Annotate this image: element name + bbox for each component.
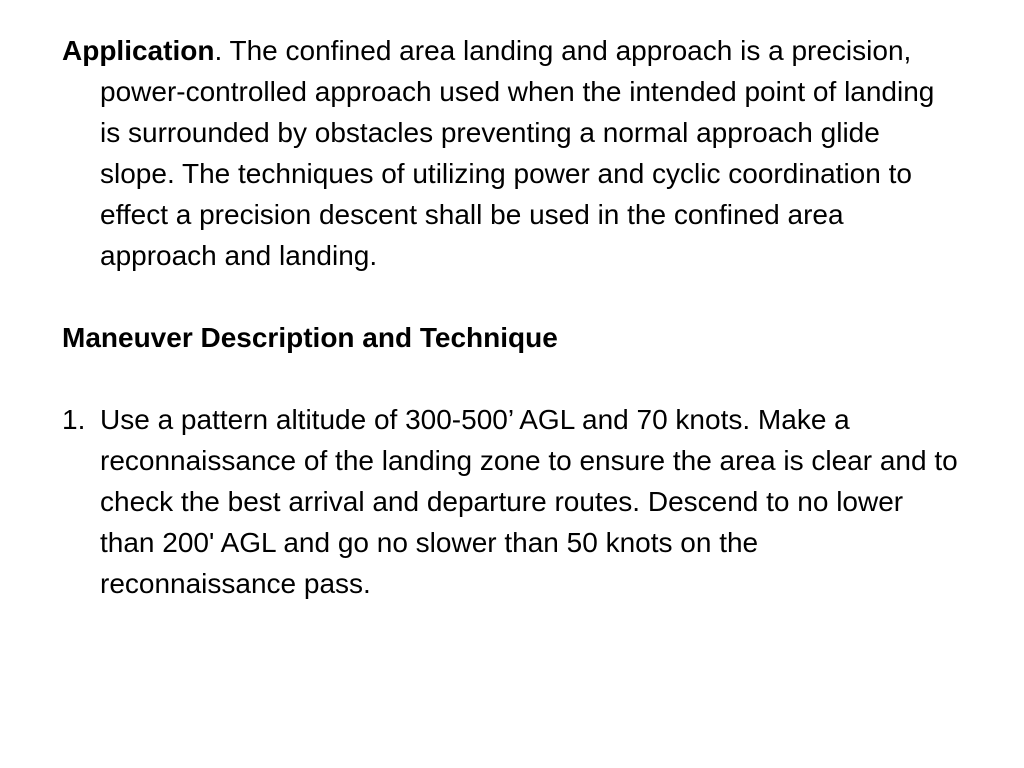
- step-item: [62, 399, 962, 604]
- section-heading: Maneuver Description and Technique: [62, 322, 558, 353]
- step-text: Use a pattern altitude of 300-500’ AGL and 70 knots. Make a reconnaissance of the landing zone to ensure the area is clear and to check the best arrival and departure routes. Descend to no lower than 200' AGL and go no slower than 50 knots on the reconnaissance pass.: [100, 404, 958, 599]
- application-text: . The confined area landing and approach is a precision, power-controlled approach used when the intended point of landing is surrounded by obstacles preventing a normal approach glide slope. The techniques of utilizing power and cyclic coordination to effect a precision descent shall be used in the confined area approach and landing.: [100, 35, 935, 271]
- spacer: [62, 276, 962, 317]
- application-paragraph: [62, 30, 962, 276]
- step-number: 1.: [62, 404, 86, 435]
- application-label: Application: [62, 35, 215, 66]
- spacer: [62, 358, 962, 399]
